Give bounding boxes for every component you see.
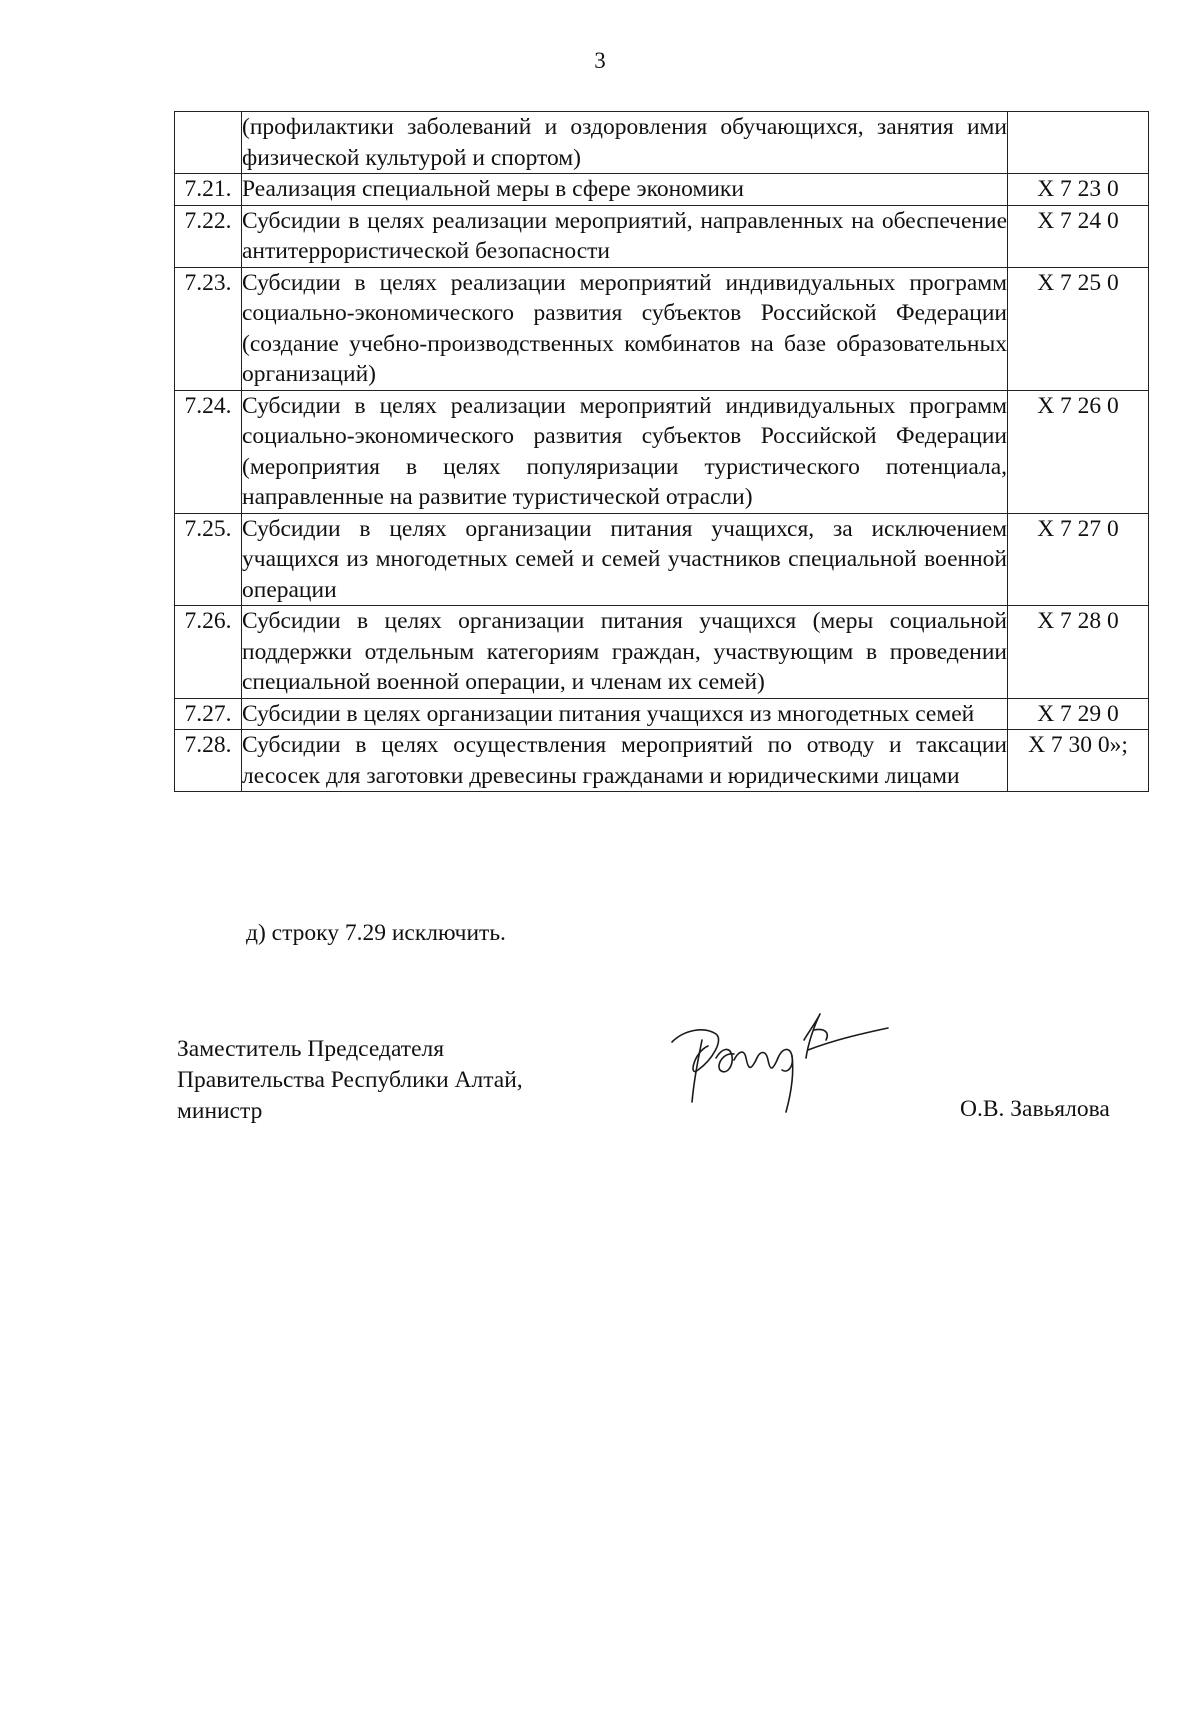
row-number [175,112,242,174]
signatory-name: О.В. Завьялова [960,1096,1110,1122]
row-description: Реализация специальной меры в сфере экономики [242,174,1008,206]
handwritten-signature [664,1000,894,1125]
table-row [175,606,1149,699]
row-description: Субсидии в целях реализации мероприятий индивидуальных программ социально-экономического развития субъектов Российской Федерации (создание учебно-производственных комбинатов на базе образовательных организаций) [242,267,1008,390]
table-row [175,513,1149,606]
row-code: Х 7 26 0 [1008,390,1149,513]
row-number: 7.26. [175,606,242,699]
row-code: Х 7 23 0 [1008,174,1149,206]
row-number: 7.27. [175,698,242,730]
row-number: 7.24. [175,390,242,513]
row-number: 7.22. [175,205,242,267]
row-number: 7.28. [175,730,242,792]
row-number: 7.21. [175,174,242,206]
row-description: Субсидии в целях организации питания учащихся, за исключением учащихся из многодетных семей и семей участников специальной военной операции [242,513,1008,606]
row-description: Субсидии в целях реализации мероприятий индивидуальных программ социально-экономического развития субъектов Российской Федерации (мероприятия в целях популяризации туристического потенциала, направленные на развитие туристической отрасли) [242,390,1008,513]
table-row [175,267,1149,390]
row-code: Х 7 27 0 [1008,513,1149,606]
position-line: Заместитель Председателя [177,1036,445,1062]
page-number: 3 [594,48,606,73]
budget-codes-table [174,111,1149,792]
row-description: Субсидии в целях организации питания учащихся из многодетных семей [242,698,1008,730]
row-description: Субсидии в целях организации питания учащихся (меры социальной поддержки отдельным категориям граждан, участвующим в проведении специальной военной операции, и членам их семей) [242,606,1008,699]
row-number: 7.23. [175,267,242,390]
table-row [175,174,1149,206]
amendment-note: д) строку 7.29 исключить. [246,920,506,946]
row-code: Х 7 25 0 [1008,267,1149,390]
position-line: Правительства Республики Алтай, [177,1067,523,1093]
table-row [175,390,1149,513]
row-code: Х 7 30 0»; [1008,730,1149,792]
row-description: (профилактики заболеваний и оздоровления обучающихся, занятия ими физической культурой и спортом) [242,112,1008,174]
table-row [175,730,1149,792]
signatory-position [177,1034,523,1127]
table-row [175,112,1149,174]
row-code: Х 7 28 0 [1008,606,1149,699]
row-description: Субсидии в целях осуществления мероприятий по отводу и таксации лесосек для заготовки древесины гражданами и юридическими лицами [242,730,1008,792]
position-line: министр [177,1098,263,1124]
table-row [175,698,1149,730]
row-description: Субсидии в целях реализации мероприятий, направленных на обеспечение антитеррористической безопасности [242,205,1008,267]
row-number: 7.25. [175,513,242,606]
row-code: Х 7 24 0 [1008,205,1149,267]
table-row [175,205,1149,267]
row-code [1008,112,1149,174]
row-code: Х 7 29 0 [1008,698,1149,730]
